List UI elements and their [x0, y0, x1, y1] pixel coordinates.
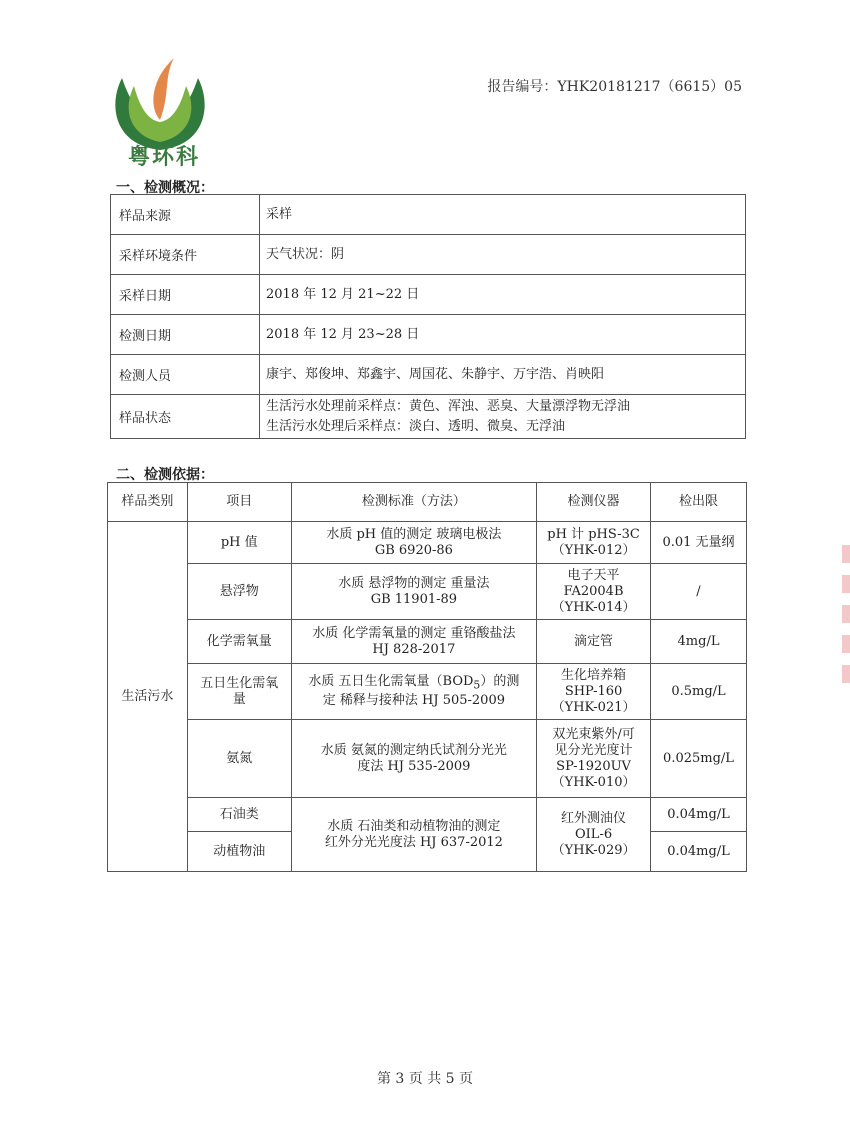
test-item: pH 值 [187, 522, 291, 564]
test-method: 水质 石油类和动植物油的测定 红外分光光度法 HJ 637-2012 [291, 798, 537, 872]
overview-table [110, 194, 746, 439]
table-row [108, 664, 747, 720]
test-item: 化学需氧量 [187, 620, 291, 664]
table-row [111, 275, 746, 315]
table-header-row [108, 483, 747, 522]
detection-limit: 0.04mg/L [651, 832, 747, 872]
test-item: 悬浮物 [187, 564, 291, 620]
row-value: 2018 年 12 月 23~28 日 [260, 315, 746, 355]
row-label: 采样环境条件 [111, 235, 260, 275]
section-title-overview: 一、检测概况： [116, 180, 214, 196]
column-header: 项目 [187, 483, 291, 522]
column-header: 检测标准（方法） [291, 483, 537, 522]
method-text-a: 水质 五日生化需氧量（BOD [308, 673, 474, 689]
table-row [108, 620, 747, 664]
test-method: 水质 pH 值的测定 玻璃电极法 GB 6920-86 [291, 522, 537, 564]
table-row [111, 395, 746, 439]
page-number: 第 3 页 共 5 页 [376, 1071, 474, 1087]
test-method: 水质 悬浮物的测定 重量法 GB 11901-89 [291, 564, 537, 620]
table-row [108, 720, 747, 798]
test-method: 水质 化学需氧量的测定 重铬酸盐法 HJ 828-2017 [291, 620, 537, 664]
table-row [108, 564, 747, 620]
row-value: 康宇、郑俊坤、郑鑫宇、周国花、朱静宇、万宇浩、肖映阳 [260, 355, 746, 395]
detection-limit: 0.5mg/L [651, 664, 747, 720]
detection-limit: / [651, 564, 747, 620]
basis-table [107, 482, 747, 872]
sample-category: 生活污水 [108, 522, 188, 872]
sample-state-before: 生活污水处理前采样点：黄色、浑浊、恶臭、大量漂浮物无浮油 [266, 398, 631, 414]
table-row [111, 355, 746, 395]
row-label: 检测日期 [111, 315, 260, 355]
row-value: 采样 [260, 195, 746, 235]
row-label: 样品状态 [111, 395, 260, 439]
test-item: 氨氮 [187, 720, 291, 798]
method-text-b: ）的测 定 稀释与接种法 HJ 505-2009 [322, 673, 520, 709]
row-value: 天气状况：阴 [260, 235, 746, 275]
row-value: 2018 年 12 月 21~22 日 [260, 275, 746, 315]
section-title-basis: 二、检测依据： [116, 467, 214, 483]
table-row [108, 522, 747, 564]
logo-text: 粤环科 [127, 145, 200, 170]
table-row [111, 195, 746, 235]
test-item: 石油类 [187, 798, 291, 832]
row-label: 样品来源 [111, 195, 260, 235]
report-number: 报告编号：YHK20181217（6615）05 [487, 79, 742, 95]
test-instrument: 滴定管 [537, 620, 651, 664]
row-value [260, 395, 746, 439]
test-method [291, 664, 537, 720]
test-item: 动植物油 [187, 832, 291, 872]
test-instrument: 生化培养箱 SHP-160 （YHK-021） [537, 664, 651, 720]
test-instrument: 双光束紫外/可 见分光光度计 SP-1920UV （YHK-010） [537, 720, 651, 798]
column-header: 样品类别 [108, 483, 188, 522]
detection-limit: 0.025mg/L [651, 720, 747, 798]
test-item: 五日生化需氧 量 [187, 664, 291, 720]
test-instrument: 电子天平 FA2004B （YHK-014） [537, 564, 651, 620]
detection-limit: 4mg/L [651, 620, 747, 664]
test-instrument: 红外测油仪 OIL-6 （YHK-029） [537, 798, 651, 872]
seal-edge [842, 545, 850, 695]
test-method: 水质 氨氮的测定纳氏试剂分光光 度法 HJ 535-2009 [291, 720, 537, 798]
detection-limit: 0.04mg/L [651, 798, 747, 832]
row-label: 检测人员 [111, 355, 260, 395]
column-header: 检出限 [651, 483, 747, 522]
test-instrument: pH 计 pHS-3C （YHK-012） [537, 522, 651, 564]
row-label: 采样日期 [111, 275, 260, 315]
table-row [111, 235, 746, 275]
detection-limit: 0.01 无量纲 [651, 522, 747, 564]
method-subscript: 5 [473, 678, 481, 692]
sample-state-after: 生活污水处理后采样点：淡白、透明、微臭、无浮油 [266, 418, 566, 434]
table-row [111, 315, 746, 355]
column-header: 检测仪器 [537, 483, 651, 522]
table-row [108, 798, 747, 832]
